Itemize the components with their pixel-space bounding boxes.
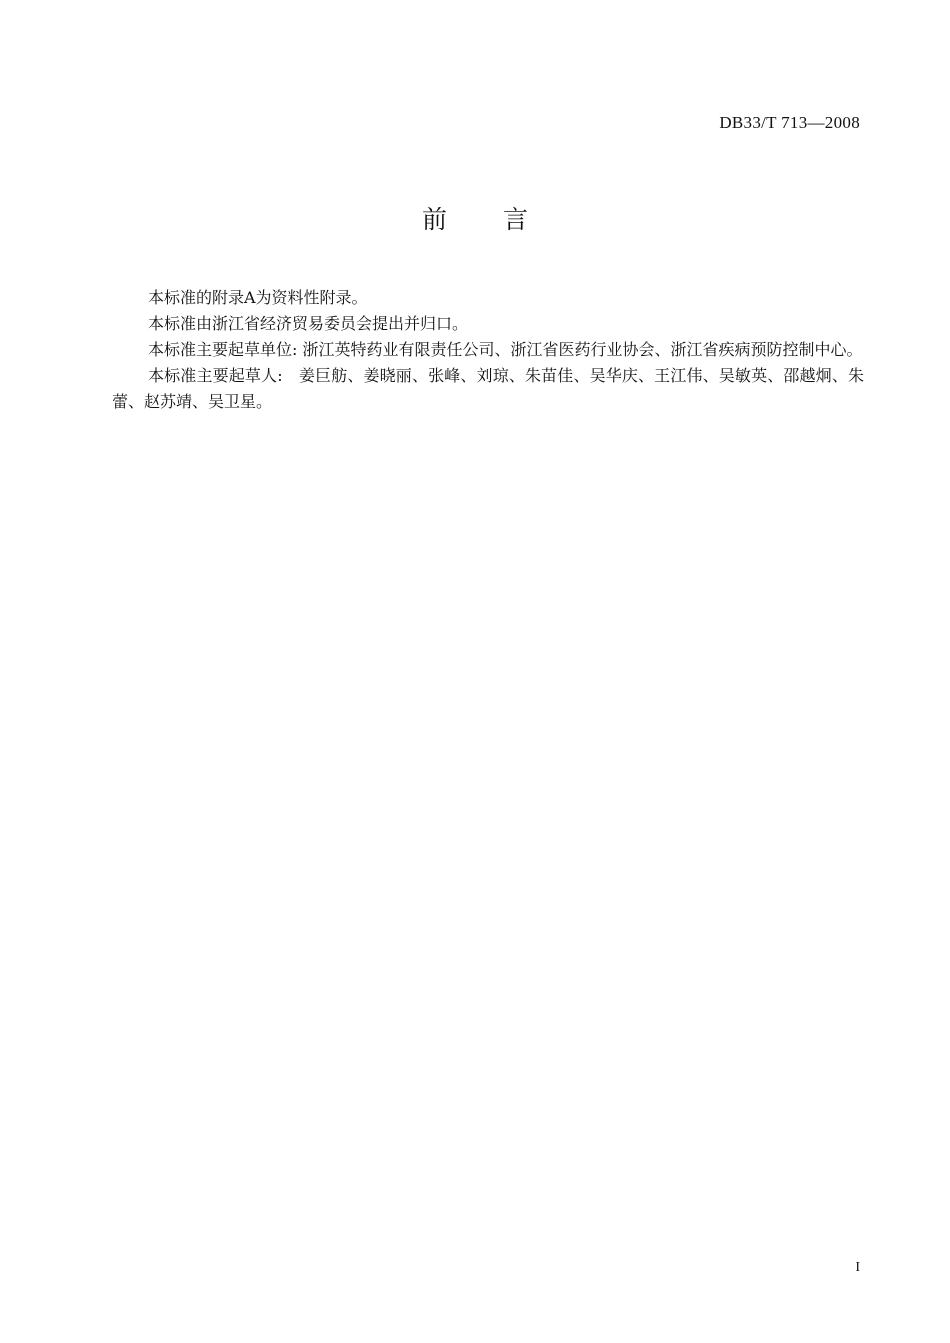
standard-code: DB33/T 713—2008 xyxy=(719,113,860,132)
title-char-1: 前 xyxy=(421,205,447,234)
page-number: I xyxy=(855,1260,860,1275)
page-title xyxy=(0,204,950,236)
paragraph-appendix: 本标准的附录A为资料性附录。 xyxy=(148,288,368,307)
paragraph-proposer: 本标准由浙江省经济贸易委员会提出并归口。 xyxy=(148,314,469,333)
paragraph-drafting-units: 本标准主要起草单位: 浙江英特药业有限责任公司、浙江省医药行业协会、浙江省疾病预防控制中心。 xyxy=(148,340,863,359)
title-char-2: 言 xyxy=(503,205,529,234)
paragraph-drafters: 本标准主要起草人: 姜巨舫、姜晓丽、张峰、刘琼、朱苗佳、吴华庆、王江伟、吴敏英、邵越炯、朱蕾、赵苏靖、吴卫星。 xyxy=(112,366,864,411)
foreword-body xyxy=(112,285,864,415)
